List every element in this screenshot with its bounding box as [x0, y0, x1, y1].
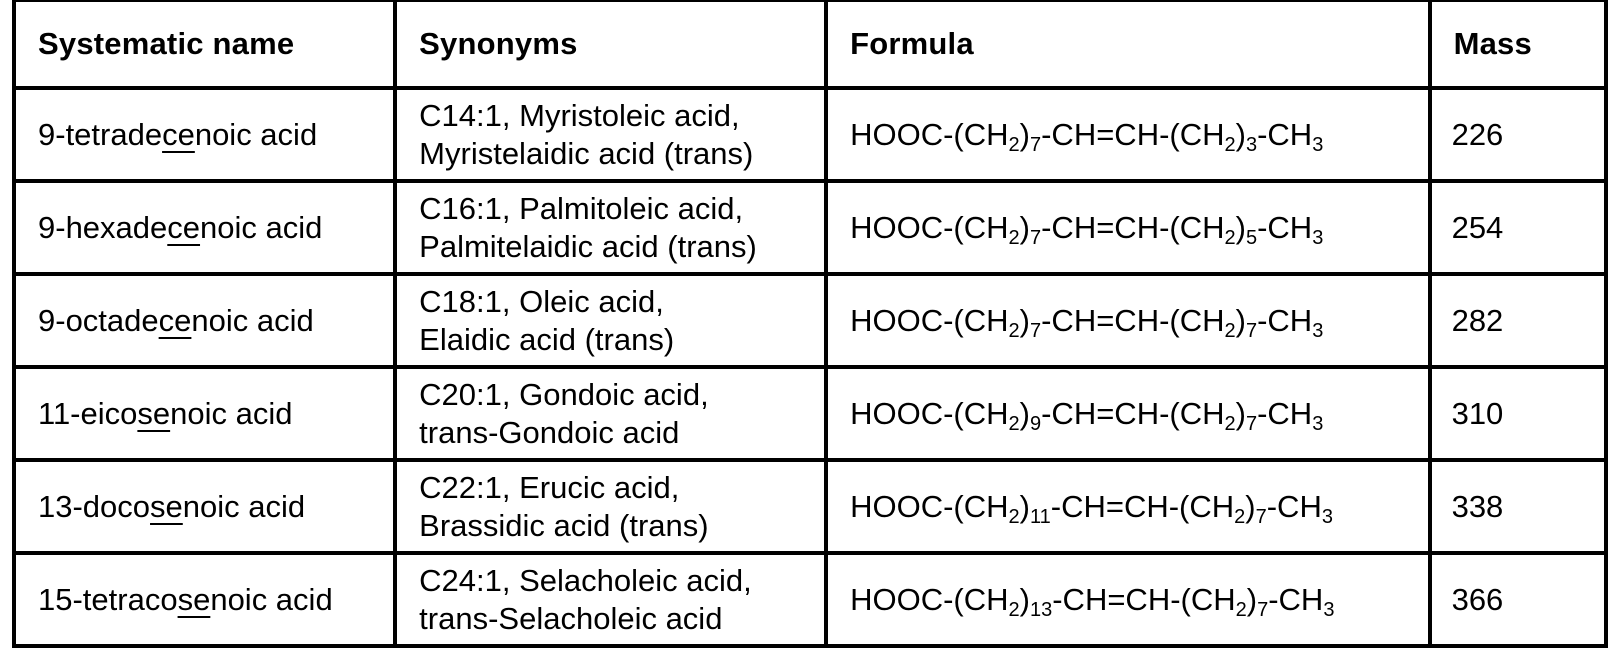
- formula-part: HOOC-(CH: [850, 209, 1009, 245]
- table-row: [14, 367, 1606, 460]
- formula-cell: [826, 553, 1429, 646]
- synonyms-line-2: Palmitelaidic acid (trans): [419, 228, 757, 264]
- formula-subscript: 2: [1224, 226, 1236, 249]
- name-prefix: 13-doco: [38, 488, 151, 524]
- formula-paren: ): [1019, 581, 1030, 617]
- formula-subscript: 2: [1224, 412, 1236, 435]
- name-underlined-part: se: [150, 488, 183, 524]
- synonyms-line-1: C18:1, Oleic acid,: [419, 283, 664, 319]
- name-prefix: 9-octade: [38, 302, 159, 338]
- name-suffix: noic acid: [191, 302, 314, 338]
- formula-paren: ): [1235, 116, 1246, 152]
- mass-cell: 366: [1430, 553, 1606, 646]
- table-row: [14, 274, 1606, 367]
- formula-subscript: 2: [1008, 598, 1020, 621]
- mass-cell: 254: [1430, 181, 1606, 274]
- formula-paren: ): [1235, 209, 1246, 245]
- formula-paren: ): [1245, 488, 1256, 524]
- header-formula: Formula: [826, 0, 1429, 88]
- synonyms-line-2: trans-Gondoic acid: [419, 414, 680, 450]
- header-synonyms: Synonyms: [395, 0, 826, 88]
- formula-part: -CH=CH-(CH: [1052, 581, 1236, 617]
- formula-subscript: 7: [1029, 319, 1042, 342]
- synonyms-cell: [395, 367, 826, 460]
- formula-subscript: 2: [1224, 319, 1236, 342]
- formula-part: -CH: [1257, 209, 1313, 245]
- name-prefix: 11-eico: [38, 395, 138, 431]
- formula-part: -CH: [1268, 581, 1324, 617]
- formula-subscript: 2: [1008, 412, 1020, 435]
- name-underlined-part: se: [177, 581, 211, 617]
- formula-subscript: 11: [1029, 505, 1051, 528]
- synonyms-cell: [395, 88, 826, 181]
- formula-subscript: 5: [1245, 226, 1258, 249]
- formula-part: -CH=CH-(CH: [1041, 209, 1225, 245]
- table-body: [14, 88, 1606, 646]
- formula-part: HOOC-(CH: [850, 302, 1009, 338]
- table-row: [14, 181, 1606, 274]
- name-prefix: 15-tetraco: [38, 581, 178, 617]
- name-prefix: 9-tetrade: [38, 116, 163, 152]
- formula-part: -CH=CH-(CH: [1041, 116, 1225, 152]
- formula-part: -CH: [1257, 395, 1313, 431]
- formula-part: -CH: [1266, 488, 1322, 524]
- table-row: [14, 88, 1606, 181]
- formula-subscript: 7: [1029, 133, 1042, 156]
- name-suffix: noic acid: [182, 488, 306, 524]
- formula-cell: [826, 460, 1429, 553]
- formula-paren: ): [1246, 581, 1258, 617]
- mass-cell: 282: [1430, 274, 1606, 367]
- formula-subscript: 2: [1224, 133, 1236, 156]
- mass-cell: 338: [1430, 460, 1606, 553]
- synonyms-line-2: Brassidic acid (trans): [419, 507, 709, 543]
- synonyms-cell: [395, 181, 826, 274]
- formula-subscript: 2: [1008, 226, 1020, 249]
- synonyms-line-2: Myristelaidic acid (trans): [419, 135, 754, 171]
- systematic-name-cell: [14, 460, 395, 553]
- formula-part: -CH: [1257, 302, 1313, 338]
- synonyms-line-2: Elaidic acid (trans): [419, 321, 675, 357]
- formula-subscript: 7: [1029, 226, 1042, 249]
- fatty-acid-table: [12, 0, 1608, 648]
- formula-paren: ): [1019, 116, 1030, 152]
- systematic-name-cell: [14, 367, 395, 460]
- formula-cell: [826, 181, 1429, 274]
- formula-subscript: 2: [1008, 505, 1020, 528]
- formula-paren: ): [1235, 395, 1246, 431]
- synonyms-cell: [395, 553, 826, 646]
- synonyms-line-2: trans-Selacholeic acid: [419, 600, 723, 636]
- formula-paren: ): [1235, 302, 1246, 338]
- formula-subscript: 13: [1029, 598, 1053, 621]
- name-suffix: noic acid: [210, 581, 333, 617]
- formula-part: -CH=CH-(CH: [1041, 302, 1225, 338]
- formula-subscript: 3: [1312, 226, 1324, 249]
- formula-paren: ): [1019, 302, 1030, 338]
- name-prefix: 9-hexade: [38, 209, 168, 245]
- synonyms-line-1: C22:1, Erucic acid,: [419, 469, 680, 505]
- name-underlined-part: ce: [162, 116, 195, 152]
- formula-part: HOOC-(CH: [850, 581, 1009, 617]
- formula-subscript: 9: [1029, 412, 1042, 435]
- formula-cell: [826, 88, 1429, 181]
- systematic-name-cell: [14, 88, 395, 181]
- name-suffix: noic acid: [200, 209, 323, 245]
- name-suffix: noic acid: [194, 116, 318, 152]
- formula-subscript: 7: [1257, 598, 1269, 621]
- synonyms-line-1: C20:1, Gondoic acid,: [419, 376, 709, 412]
- synonyms-cell: [395, 274, 826, 367]
- formula-part: -CH=CH-(CH: [1041, 395, 1225, 431]
- formula-subscript: 3: [1312, 319, 1324, 342]
- formula-subscript: 3: [1312, 412, 1324, 435]
- formula-part: -CH=CH-(CH: [1050, 488, 1235, 524]
- header-mass: Mass: [1430, 0, 1606, 88]
- formula-subscript: 7: [1255, 505, 1267, 528]
- table-row: [14, 460, 1606, 553]
- table-header-row: [14, 0, 1606, 88]
- name-underlined-part: ce: [167, 209, 201, 245]
- formula-part: HOOC-(CH: [850, 116, 1009, 152]
- synonyms-line-1: C24:1, Selacholeic acid,: [419, 562, 752, 598]
- table-row: [14, 553, 1606, 646]
- formula-subscript: 2: [1235, 598, 1247, 621]
- name-underlined-part: se: [137, 395, 171, 431]
- formula-subscript: 3: [1245, 133, 1258, 156]
- formula-paren: ): [1019, 395, 1030, 431]
- formula-subscript: 2: [1008, 133, 1020, 156]
- header-systematic-name: Systematic name: [14, 0, 395, 88]
- formula-subscript: 3: [1323, 598, 1335, 621]
- formula-part: HOOC-(CH: [850, 488, 1009, 524]
- fatty-acid-table-container: [12, 0, 1608, 648]
- formula-paren: ): [1019, 209, 1030, 245]
- formula-part: -CH: [1257, 116, 1313, 152]
- formula-subscript: 3: [1312, 133, 1324, 156]
- synonyms-cell: [395, 460, 826, 553]
- synonyms-line-1: C16:1, Palmitoleic acid,: [419, 190, 744, 226]
- name-underlined-part: ce: [158, 302, 192, 338]
- synonyms-line-1: C14:1, Myristoleic acid,: [419, 97, 740, 133]
- formula-subscript: 3: [1321, 505, 1333, 528]
- formula-subscript: 2: [1234, 505, 1246, 528]
- formula-subscript: 7: [1245, 412, 1258, 435]
- systematic-name-cell: [14, 553, 395, 646]
- formula-subscript: 7: [1245, 319, 1258, 342]
- formula-subscript: 2: [1008, 319, 1020, 342]
- mass-cell: 310: [1430, 367, 1606, 460]
- formula-paren: ): [1019, 488, 1030, 524]
- formula-part: HOOC-(CH: [850, 395, 1009, 431]
- systematic-name-cell: [14, 274, 395, 367]
- mass-cell: 226: [1430, 88, 1606, 181]
- formula-cell: [826, 274, 1429, 367]
- systematic-name-cell: [14, 181, 395, 274]
- name-suffix: noic acid: [170, 395, 293, 431]
- formula-cell: [826, 367, 1429, 460]
